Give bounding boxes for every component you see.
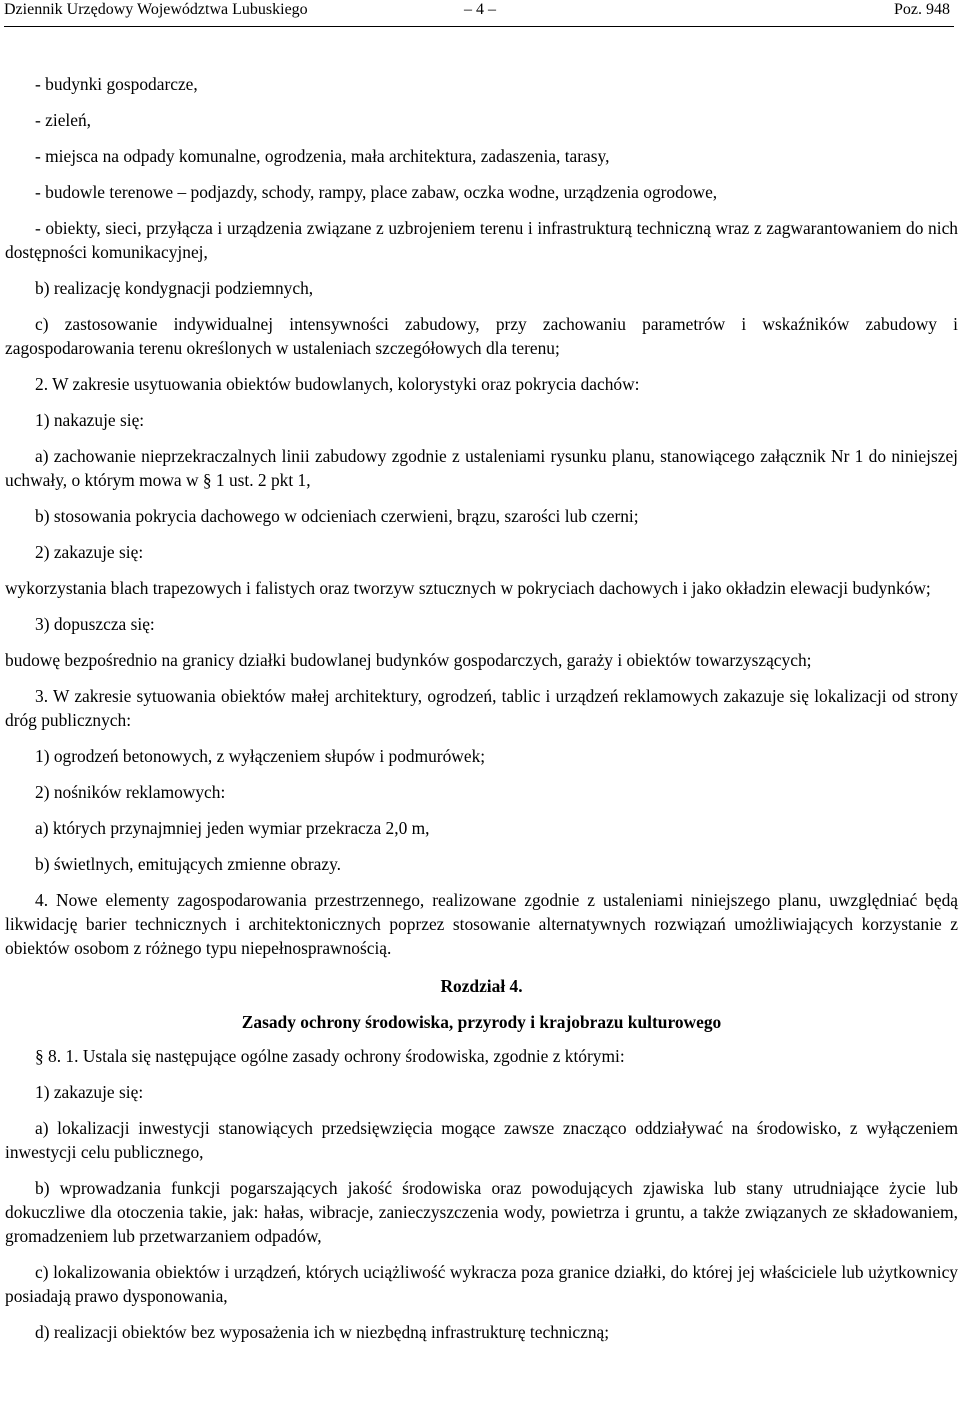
list-item: d) realizacji obiektów bez wyposażenia ich w niezbędną infrastrukturę techniczną; [35, 1322, 610, 1342]
list-item: 2) nośników reklamowych: [35, 782, 226, 802]
list-item: a) zachowanie nieprzekraczalnych linii zabudowy zgodnie z ustaleniami rysunku planu, stanowiącego załącznik Nr 1 do niniejszej uchwały, o którym mowa w § 1 ust. 2 pkt 1, [5, 446, 958, 490]
list-item: a) których przynajmniej jeden wymiar przekracza 2,0 m, [35, 818, 430, 838]
position-number: Poz. 948 [894, 1, 950, 18]
list-item: - miejsca na odpady komunalne, ogrodzenia, mała architektura, zadaszenia, tarasy, [35, 146, 610, 166]
list-item: - zieleń, [35, 110, 92, 130]
list-item: 1) ogrodzeń betonowych, z wyłączeniem słupów i podmurówek; [35, 746, 486, 766]
document-body [5, 72, 958, 1356]
page-number: – 4 – [464, 1, 496, 18]
list-item: 2) zakazuje się: [35, 542, 144, 562]
list-item: - obiekty, sieci, przyłącza i urządzenia związane z uzbrojeniem terenu i infrastrukturą techniczną wraz z zagwarantowaniem do nich dostępności komunikacyjnej, [5, 218, 958, 262]
list-item: c) lokalizowania obiektów i urządzeń, których uciążliwość wykracza poza granice działki, do której jej właściciele lub użytkownicy posiadają prawo dysponowania, [5, 1262, 958, 1306]
paragraph: wykorzystania blach trapezowych i falistych oraz tworzyw sztucznych w pokryciach dachowych i jako okładzin elewacji budynków; [5, 578, 931, 598]
paragraph: budowę bezpośrednio na granicy działki budowlanej budynków gospodarczych, garaży i obiektów towarzyszących; [5, 650, 812, 670]
section-paragraph: 4. Nowe elementy zagospodarowania przestrzennego, realizowane zgodnie z ustaleniami niniejszego planu, uwzględniać będą likwidację barier technicznych i architektonicznych poprzez stosowanie alternatywnych rozwiązań umożliwiających korzystanie z obiektów osobom z różnego typu niepełnosprawnością. [5, 890, 958, 958]
section-paragraph: 2. W zakresie usytuowania obiektów budowlanych, kolorystyki oraz pokrycia dachów: [35, 374, 640, 394]
list-item: b) wprowadzania funkcji pogarszających jakość środowiska oraz powodujących zjawiska lub stany utrudniające życie lub dokuczliwe dla otoczenia takie, jak: hałas, wibracje, zanieczyszczenia wody, powietrza i gruntu, a także związanych ze składowaniem, gromadzeniem lub przetwarzaniem odpadów, [5, 1178, 958, 1246]
list-item: 3) dopuszcza się: [35, 614, 155, 634]
list-item: b) stosowania pokrycia dachowego w odcieniach czerwieni, brązu, szarości lub czerni; [35, 506, 639, 526]
journal-title: Dziennik Urzędowy Województwa Lubuskiego [4, 1, 308, 18]
page-header [4, 0, 954, 27]
list-item: - budynki gospodarcze, [35, 74, 198, 94]
list-item: 1) nakazuje się: [35, 410, 145, 430]
list-item: b) świetlnych, emitujących zmienne obrazy. [35, 854, 341, 874]
list-item: 1) zakazuje się: [35, 1082, 144, 1102]
chapter-number: Rozdział 4. [440, 976, 523, 996]
list-item: - budowle terenowe – podjazdy, schody, rampy, place zabaw, oczka wodne, urządzenia ogrodowe, [35, 182, 718, 202]
section-paragraph: § 8. 1. Ustala się następujące ogólne zasady ochrony środowiska, zgodnie z którymi: [35, 1046, 625, 1066]
section-paragraph: 3. W zakresie sytuowania obiektów małej architektury, ogrodzeń, tablic i urządzeń reklamowych zakazuje się lokalizacji od strony dróg publicznych: [5, 686, 958, 730]
list-item: c) zastosowanie indywidualnej intensywności zabudowy, przy zachowaniu parametrów i wskaźników zabudowy i zagospodarowania terenu określonych w ustaleniach szczegółowych dla terenu; [5, 314, 958, 358]
list-item: b) realizację kondygnacji podziemnych, [35, 278, 314, 298]
chapter-title: Zasady ochrony środowiska, przyrody i krajobrazu kulturowego [241, 1012, 722, 1032]
list-item: a) lokalizacji inwestycji stanowiących przedsięwzięcia mogące zawsze znacząco oddziaływać na środowisko, z wyłączeniem inwestycji celu publicznego, [5, 1118, 958, 1162]
